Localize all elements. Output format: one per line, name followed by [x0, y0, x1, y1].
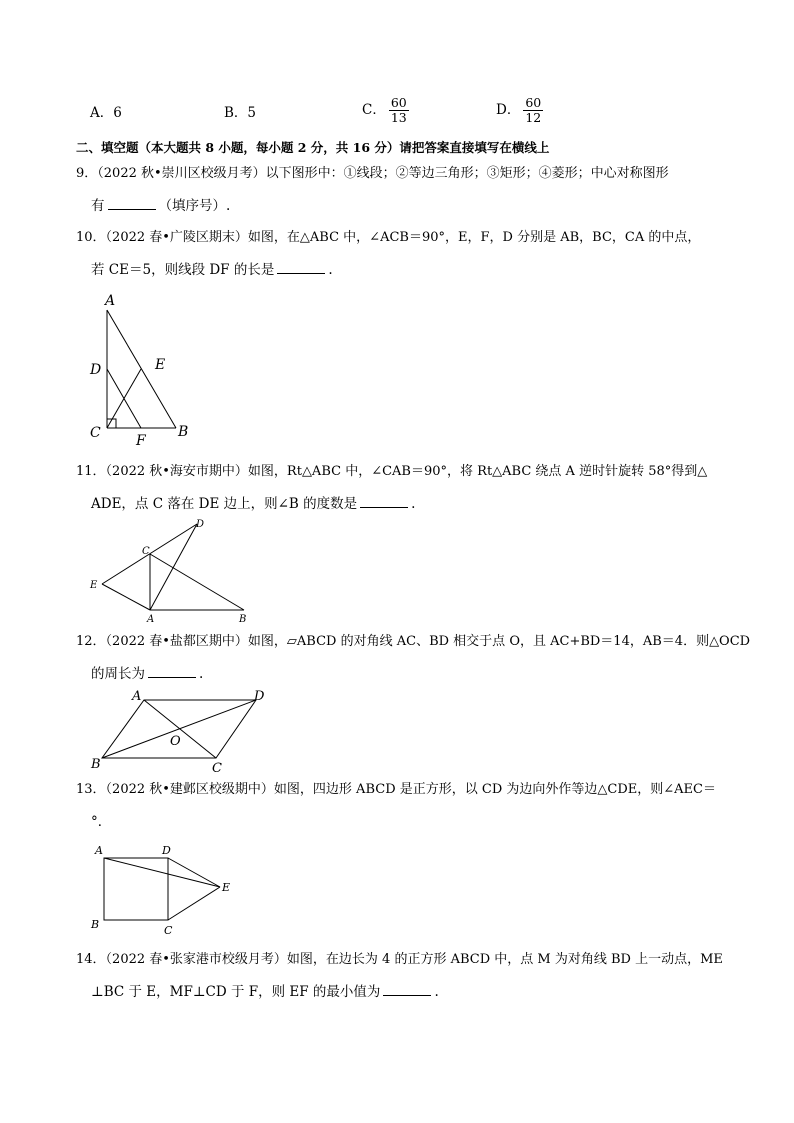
q10-label-b: B — [178, 424, 189, 440]
q12-label-c: C — [212, 761, 222, 774]
q8-option-b: B．5 — [224, 105, 257, 121]
q8-option-a: A．6 — [90, 105, 122, 121]
q9-line2: 有 （填序号）. — [91, 198, 231, 214]
q12-line1: 12．（2022 春•盐都区期中）如图，▱ABCD 的对角线 AC、BD 相交于点 O，且 AC+BD＝14，AB＝4．则△OCD — [76, 634, 751, 649]
q10-label-d: D — [90, 362, 102, 378]
q11-label-c: C — [142, 546, 150, 557]
q13-label-e: E — [222, 881, 231, 894]
q11-label-d: D — [196, 519, 205, 530]
q13-line1: 13．（2022 秋•建邺区校级期中）如图，四边形 ABCD 是正方形，以 CD 为边向外作等边△CDE，则∠AEC＝ — [76, 782, 716, 797]
q11-label-e: E — [90, 580, 98, 591]
q11-line2: ADE，点 C 落在 DE 边上，则∠B 的度数是 . — [91, 496, 416, 512]
q13-figure — [84, 840, 244, 938]
q12-label-o: O — [170, 734, 181, 749]
q12-answer-blank[interactable] — [148, 664, 196, 678]
q10-line1: 10．（2022 春•广陵区期末）如图，在△ABC 中，∠ACB＝90°，E，F，D 分别是 AB，BC，CA 的中点， — [76, 230, 701, 245]
q13-line2: °． — [91, 814, 112, 830]
q9-answer-blank[interactable] — [108, 196, 156, 210]
q13-label-c: C — [164, 924, 173, 937]
q12-figure — [84, 686, 274, 774]
q13-label-a: A — [95, 844, 103, 857]
q12-line2: 的周长为 . — [91, 666, 204, 682]
q11-line1: 11．（2022 秋•海安市期中）如图，Rt△ABC 中，∠CAB＝90°，将 Rt△ABC 绕点 A 逆时针旋转 58°得到△ — [76, 464, 708, 479]
q8-option-d: D． $\frac{60}{12}$ — [496, 95, 542, 125]
q11-figure — [84, 514, 254, 626]
section-2-header: 二、填空题（本大题共 8 小题，每小题 2 分，共 16 分）请把答案直接填写在横线上 — [76, 140, 550, 155]
q12-label-d: D — [254, 689, 265, 704]
q10-figure — [80, 288, 210, 448]
q9-line1: 9．（2022 秋•崇川区校级月考）以下图形中：①线段；②等边三角形；③矩形；④菱形；中心对称图形 — [76, 166, 669, 181]
q12-label-b: B — [91, 757, 101, 772]
q10-label-f: F — [136, 433, 146, 448]
q11-label-b: B — [239, 614, 247, 625]
q14-answer-blank[interactable] — [383, 982, 431, 996]
q11-label-a: A — [147, 614, 155, 625]
q14-line2: ⊥BC 于 E，MF⊥CD 于 F，则 EF 的最小值为 . — [91, 984, 439, 1000]
q14-line1: 14．（2022 春•张家港市校级月考）如图，在边长为 4 的正方形 ABCD 中，点 M 为对角线 BD 上一动点，ME — [76, 952, 723, 967]
q12-label-a: A — [132, 689, 142, 704]
q10-label-e: E — [155, 357, 166, 373]
q10-line2: 若 CE＝5，则线段 DF 的长是 . — [91, 262, 333, 278]
q13-label-b: B — [91, 918, 100, 931]
q10-answer-blank[interactable] — [277, 260, 325, 274]
q10-label-a: A — [105, 293, 116, 309]
q8-option-c: C． $\frac{60}{13}$ — [362, 95, 407, 125]
q13-label-d: D — [162, 844, 171, 857]
q10-label-c: C — [90, 425, 101, 441]
q11-answer-blank[interactable] — [360, 494, 408, 508]
